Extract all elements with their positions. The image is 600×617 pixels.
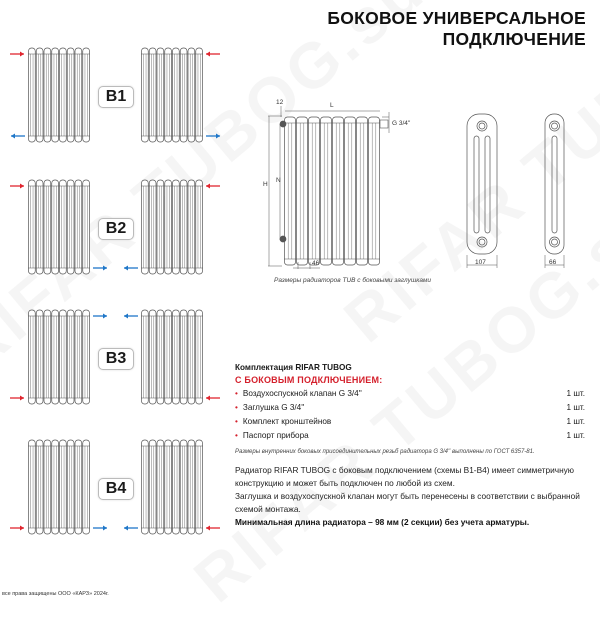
bullet-icon: • [235, 431, 238, 440]
return-arrow-icon [93, 314, 107, 319]
radiator-left [28, 310, 90, 404]
dim-46: 46 [312, 260, 320, 267]
supply-arrow-icon [206, 526, 220, 531]
scheme-label: B2 [98, 218, 134, 240]
scheme-label: B1 [98, 86, 134, 108]
radiator-left [28, 440, 90, 534]
dim-depth-107: 107 [475, 259, 486, 266]
description-p1: Радиатор RIFAR TUBOG с боковым подключением (схемы B1-B4) имеет симметричную конструкцию и может быть подключен по любой из схем. [235, 465, 575, 488]
bullet-icon: • [235, 403, 238, 412]
thread-size: G 3/4'' [392, 120, 411, 127]
side-view-3-column [467, 114, 497, 254]
supply-arrow-icon [10, 526, 24, 531]
description-p2: Заглушка и воздухоспускной клапан могут быть перенесены в соответствии с выбранной схемой монтажа. [235, 491, 580, 514]
kit-item-name: • Заглушка G 3/4'' [235, 403, 305, 412]
kit-contents [235, 363, 585, 441]
title-line-1: БОКОВОЕ УНИВЕРСАЛЬНОЕ [327, 8, 586, 28]
kit-item [235, 417, 585, 427]
dim-depth-66: 66 [549, 259, 557, 266]
copyright: все права защищены ООО «КАРЗ» 2024г. [2, 591, 109, 597]
kit-item [235, 389, 585, 399]
kit-item-name: • Комплект кронштейнов [235, 417, 332, 426]
kit-item-qty: 1 шт. [566, 403, 585, 412]
side-view-2-column [545, 114, 564, 254]
dim-12: 12 [276, 99, 284, 106]
kit-subtitle: С БОКОВЫМ ПОДКЛЮЧЕНИЕМ: [235, 375, 383, 385]
kit-title: Комплектация RIFAR TUBOG [235, 363, 352, 372]
dim-height: H [263, 181, 268, 188]
supply-arrow-icon [206, 396, 220, 401]
bullet-icon: • [235, 417, 238, 426]
dim-axis-distance: N [276, 177, 281, 184]
radiator-right [141, 310, 203, 404]
radiator-right [141, 440, 203, 534]
drawing-caption: Размеры радиаторов TUB с боковыми заглушками [274, 277, 432, 284]
dimension-drawing [0, 0, 600, 300]
scheme-label: B4 [98, 478, 134, 500]
dim-length: L [330, 102, 334, 109]
description-p3: Минимальная длина радиатора – 98 мм (2 секции) без учета арматуры. [235, 517, 530, 527]
thread-note: Размеры внутренних боковых присоединительных резьб радиатора G 3/4'' выполнены по ГОСТ 6357-81. [235, 449, 535, 455]
title-line-2: ПОДКЛЮЧЕНИЕ [442, 29, 586, 49]
radiator-front-view [280, 117, 388, 265]
return-arrow-icon [93, 526, 107, 531]
kit-item [235, 431, 585, 441]
kit-item [235, 403, 585, 413]
return-arrow-icon [124, 526, 138, 531]
return-arrow-icon [124, 314, 138, 319]
supply-arrow-icon [10, 396, 24, 401]
kit-item-name: • Воздухоспускной клапан G 3/4'' [235, 389, 362, 398]
bullet-icon: • [235, 389, 238, 398]
kit-item-qty: 1 шт. [566, 389, 585, 398]
kit-item-qty: 1 шт. [566, 417, 585, 426]
scheme-label: B3 [98, 348, 134, 370]
description [235, 464, 585, 529]
kit-item-name: • Паспорт прибора [235, 431, 309, 440]
kit-item-qty: 1 шт. [566, 431, 585, 440]
